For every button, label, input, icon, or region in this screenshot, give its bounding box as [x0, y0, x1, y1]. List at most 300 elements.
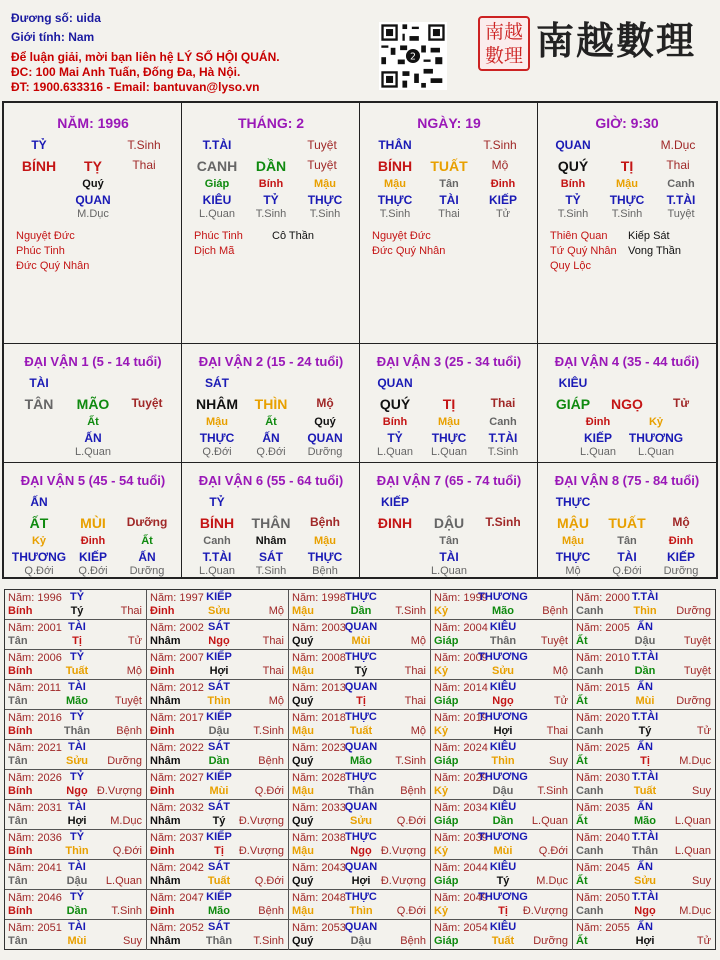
year-cell — [289, 710, 431, 740]
year-stem: Ất — [576, 635, 588, 647]
year-row — [5, 920, 715, 950]
hidden-god: TÀI — [439, 193, 459, 207]
year-stage: Thai — [262, 665, 284, 677]
year-stage: Q.Đới — [396, 905, 426, 917]
pillar-god: T.TÀI — [202, 138, 232, 152]
year-god: KIẾP — [206, 711, 232, 723]
year-stage: Dưỡng — [676, 605, 711, 617]
year-cell — [573, 710, 715, 740]
year-cell — [431, 710, 573, 740]
dai-van-title: ĐẠI VẬN 6 (55 - 64 tuổi) — [198, 473, 344, 488]
pillar-title: THÁNG: 2 — [237, 115, 305, 131]
year-branch: Tị — [214, 845, 224, 857]
year-branch: Tị — [356, 695, 366, 707]
year-cell — [5, 680, 147, 710]
earthly-branch: TỴ — [84, 158, 102, 174]
year-stage: Bệnh — [258, 905, 284, 917]
year-branch: Hợi — [351, 875, 371, 887]
year-stage: Dưỡng — [533, 935, 568, 947]
year-cell — [5, 920, 147, 950]
dai-van-branch: TỊ — [442, 396, 456, 412]
year-row — [5, 830, 715, 860]
year-god: ẤN — [637, 921, 653, 933]
year-stage: Suy — [123, 935, 142, 947]
dv-hidden-stem: Canh — [203, 535, 231, 547]
year-stem: Đinh — [150, 665, 175, 677]
dv-hidden-stage: T.Sinh — [255, 565, 287, 577]
heavenly-stem: QUÝ — [557, 158, 589, 174]
year-cell — [289, 740, 431, 770]
year-label: Năm: 2028 — [292, 772, 346, 784]
year-branch: Tuất — [65, 665, 89, 677]
star-1: Phúc Tinh — [194, 230, 243, 242]
year-branch: Mão — [208, 905, 230, 917]
dv-hidden-stage: Q.Đới — [78, 565, 108, 577]
year-cell — [289, 770, 431, 800]
dv-hidden-god: THỰC — [555, 550, 591, 564]
year-cell — [5, 590, 147, 620]
year-label: Năm: 2010 — [576, 652, 630, 664]
year-branch: Dậu — [350, 935, 372, 947]
phone-email-line: ĐT: 1900.633316 - Email: bantuvan@lyso.vn — [11, 80, 260, 94]
year-cell — [431, 800, 573, 830]
year-stage: L.Quan — [105, 875, 142, 887]
year-stage: Tử — [696, 725, 711, 737]
hidden-stem: Mậu — [314, 178, 336, 190]
year-cell — [147, 800, 289, 830]
dv-hidden-stage: L.Quan — [579, 446, 617, 458]
year-stage: Đ.Vượng — [380, 845, 426, 857]
year-god: THƯƠNG — [478, 711, 528, 723]
year-branch: Ngọ — [492, 695, 514, 707]
year-god: T.TÀI — [631, 711, 659, 723]
year-god: T.TÀI — [631, 591, 659, 603]
year-stem: Ất — [576, 695, 588, 707]
year-cell — [431, 620, 573, 650]
year-god: T.TÀI — [631, 651, 659, 663]
year-god: QUAN — [344, 861, 378, 873]
year-label: Năm: 2035 — [576, 802, 630, 814]
pillar-title: NĂM: 1996 — [57, 115, 129, 131]
year-god: QUAN — [344, 681, 378, 693]
year-cell — [573, 770, 715, 800]
year-label: Năm: 2016 — [8, 712, 62, 724]
dai-van-branch: THÌN — [254, 396, 288, 412]
hidden-stage: Tuyệt — [667, 208, 695, 220]
year-god: SÁT — [208, 681, 230, 693]
year-stage: Suy — [692, 785, 711, 797]
year-branch: Tị — [498, 905, 508, 917]
year-stem: Quý — [292, 755, 314, 767]
star-1: Thiên Quan — [550, 230, 608, 242]
hidden-god: THỰC — [609, 193, 645, 207]
year-god: KIẾP — [206, 771, 232, 783]
year-god: KIẾP — [206, 891, 232, 903]
year-label: Năm: 1999 — [434, 592, 488, 604]
year-stage: Dưỡng — [676, 695, 711, 707]
year-stage: Q.Đới — [112, 845, 142, 857]
year-branch: Thân — [489, 635, 517, 647]
hidden-stage: T.Sinh — [379, 208, 411, 220]
year-cell — [431, 590, 573, 620]
year-cell — [147, 620, 289, 650]
dv-hidden-stem: Ất — [87, 416, 99, 428]
dv-hidden-god: SÁT — [259, 550, 283, 564]
hidden-stage: Tử — [495, 208, 511, 220]
year-stage: T.Sinh — [537, 785, 568, 797]
hidden-stem: Quý — [82, 178, 104, 190]
year-stem: Tân — [8, 815, 28, 827]
dv-hidden-stage: L.Quan — [637, 446, 675, 458]
year-stage: T.Sinh — [253, 935, 284, 947]
dai-van-stem: NHÂM — [196, 396, 238, 412]
dv-hidden-god: THỰC — [431, 431, 467, 445]
dai-van-8 — [538, 463, 716, 579]
year-cell — [431, 860, 573, 890]
year-label: Năm: 2038 — [292, 832, 346, 844]
year-god: THỰC — [345, 591, 377, 603]
star-2: Phúc Tinh — [16, 245, 65, 257]
dv-hidden-stage: L.Quan — [376, 446, 414, 458]
heavenly-stem: CANH — [196, 158, 238, 174]
year-label: Năm: 2025 — [576, 742, 630, 754]
dai-van-stem: TÂN — [24, 396, 54, 412]
year-label: Năm: 2005 — [576, 622, 630, 634]
dai-van-god: TỶ — [209, 495, 225, 509]
dv-hidden-god: TÀI — [617, 550, 637, 564]
dai-van-4 — [538, 344, 716, 462]
year-label: Năm: 2019 — [434, 712, 488, 724]
year-stem: Đinh — [150, 905, 175, 917]
hidden-stage: Thai — [438, 208, 460, 220]
year-branch: Tuất — [633, 785, 657, 797]
year-stem: Canh — [576, 905, 604, 917]
year-branch: Dậu — [208, 725, 230, 737]
year-label: Năm: 2023 — [292, 742, 346, 754]
dai-van-title: ĐẠI VẬN 5 (45 - 54 tuổi) — [20, 473, 166, 488]
year-god: TỶ — [69, 591, 85, 603]
year-cell — [431, 920, 573, 950]
year-stem: Nhâm — [150, 935, 181, 947]
year-stem: Quý — [292, 695, 314, 707]
star2-2: Vong Thần — [628, 245, 682, 257]
hidden-god: TỶ — [263, 193, 279, 207]
year-god: TÀI — [68, 921, 86, 933]
year-cell — [573, 740, 715, 770]
dv-hidden-stem: Ất — [265, 416, 277, 428]
year-label: Năm: 2006 — [8, 652, 62, 664]
year-branch: Dần — [208, 755, 230, 767]
year-branch: Ngọ — [208, 635, 230, 647]
year-god: TÀI — [68, 621, 86, 633]
year-stage: Mộ — [410, 635, 426, 647]
year-stem: Ất — [576, 875, 588, 887]
dai-van-stem: ĐINH — [377, 515, 413, 531]
year-stem: Kỷ — [434, 665, 449, 677]
year-god: QUAN — [344, 801, 378, 813]
year-stage: Bệnh — [400, 935, 426, 947]
year-god: SÁT — [208, 921, 230, 933]
year-god: T.TÀI — [631, 891, 659, 903]
year-god: SÁT — [208, 621, 230, 633]
year-branch: Dần — [492, 815, 514, 827]
year-stem: Tân — [8, 935, 28, 947]
dai-van-stem: ẤT — [29, 515, 49, 531]
year-label: Năm: 1998 — [292, 592, 346, 604]
year-cell — [147, 710, 289, 740]
year-cell — [431, 830, 573, 860]
dai-van-god: TÀI — [29, 376, 49, 390]
dv-hidden-stage: Q.Đới — [612, 565, 642, 577]
year-branch: Dần — [350, 605, 372, 617]
dai-van-stage: Bệnh — [310, 515, 340, 529]
year-branch: Tý — [70, 605, 84, 617]
dai-van-stage: Dưỡng — [126, 515, 168, 529]
year-stage: Đ.Vượng — [522, 905, 568, 917]
year-stage: Mộ — [268, 605, 284, 617]
dv-hidden-god: T.TÀI — [488, 431, 518, 445]
year-label: Năm: 2017 — [150, 712, 204, 724]
hidden-god: THỰC — [307, 193, 343, 207]
year-god: ẤN — [637, 861, 653, 873]
dv-hidden-god: TÀI — [439, 550, 459, 564]
year-branch: Tị — [72, 635, 82, 647]
year-branch: Sửu — [349, 815, 373, 827]
hidden-god: T.TÀI — [666, 193, 696, 207]
year-label: Năm: 2048 — [292, 892, 346, 904]
year-label: Năm: 2014 — [434, 682, 488, 694]
dv-hidden-stage: L.Quan — [198, 565, 236, 577]
dai-van-stage: Tử — [672, 396, 690, 410]
year-stem: Canh — [576, 605, 604, 617]
year-cell — [5, 890, 147, 920]
year-stage: L.Quan — [674, 845, 711, 857]
dai-van-branch: DẬU — [433, 515, 465, 531]
year-cell — [431, 770, 573, 800]
year-label: Năm: 2043 — [292, 862, 346, 874]
year-god: SÁT — [208, 741, 230, 753]
year-branch: Tý — [354, 665, 368, 677]
dv-hidden-stem: Đinh — [80, 535, 106, 547]
year-stage: Thai — [546, 725, 568, 737]
hidden-stage: T.Sinh — [557, 208, 589, 220]
hidden-stem: Giáp — [204, 178, 230, 190]
dv-hidden-stage: Dưỡng — [307, 446, 343, 458]
dv-hidden-stage: Dưỡng — [663, 565, 699, 577]
year-label: Năm: 2051 — [8, 922, 62, 934]
year-label: Năm: 2002 — [150, 622, 204, 634]
pillar-god: QUAN — [555, 138, 591, 152]
year-stage: Q.Đới — [254, 875, 284, 887]
pillar-4 — [538, 103, 716, 343]
dv-hidden-stem: Bính — [382, 416, 408, 428]
year-stem: Đinh — [150, 725, 175, 737]
dv-hidden-stem: Đinh — [668, 535, 694, 547]
dai-van-branch: MÙI — [80, 515, 106, 531]
year-cell — [147, 860, 289, 890]
year-stem: Tân — [8, 755, 28, 767]
year-stage: Tử — [127, 635, 142, 647]
dai-van-branch: NGỌ — [611, 396, 643, 412]
year-stem: Kỷ — [434, 845, 449, 857]
year-stage: Dưỡng — [107, 755, 142, 767]
year-cell — [289, 620, 431, 650]
year-god: TÀI — [68, 681, 86, 693]
pillar-stage: Tuyệt — [307, 138, 337, 152]
year-branch: Mùi — [351, 635, 371, 647]
hidden-god: QUAN — [75, 193, 111, 207]
dai-van-2 — [182, 344, 360, 462]
year-cell — [5, 740, 147, 770]
hidden-stage: T.Sinh — [309, 208, 341, 220]
year-branch: Tuất — [491, 935, 515, 947]
year-god: THỰC — [345, 771, 377, 783]
year-label: Năm: 2029 — [434, 772, 488, 784]
year-branch: Thìn — [207, 695, 231, 707]
dai-van-stage: Thai — [490, 396, 516, 410]
year-stem: Kỷ — [434, 605, 449, 617]
year-label: Năm: 2034 — [434, 802, 488, 814]
year-branch: Thìn — [65, 845, 89, 857]
hidden-stem: Canh — [667, 178, 695, 190]
year-cell — [431, 650, 573, 680]
gender: Giới tính: Nam — [11, 30, 95, 44]
year-cell — [573, 860, 715, 890]
year-god: THƯƠNG — [478, 771, 528, 783]
year-stem: Ất — [576, 755, 588, 767]
year-god: T.TÀI — [631, 771, 659, 783]
year-stage: M.Dục — [110, 815, 142, 827]
year-branch: Hợi — [209, 665, 229, 677]
year-stage: T.Sinh — [395, 605, 426, 617]
year-stem: Bính — [8, 605, 33, 617]
year-label: Năm: 2036 — [8, 832, 62, 844]
year-stem: Quý — [292, 635, 314, 647]
logo-title: 南越數理 — [536, 18, 697, 63]
year-cell — [573, 650, 715, 680]
year-label: Năm: 2045 — [576, 862, 630, 874]
year-stem: Canh — [576, 665, 604, 677]
dai-van-6 — [182, 463, 360, 579]
year-cell — [289, 800, 431, 830]
year-god: QUAN — [344, 621, 378, 633]
dai-van-7 — [360, 463, 538, 579]
star2-1: Kiếp Sát — [628, 230, 670, 242]
year-stem: Giáp — [434, 815, 459, 827]
year-label: Năm: 2015 — [576, 682, 630, 694]
qr-code-icon — [379, 20, 447, 92]
pillar-1 — [4, 103, 182, 343]
dai-van-stage: Tuyệt — [131, 396, 163, 410]
dv-hidden-stem: Đinh — [585, 416, 611, 428]
year-stem: Giáp — [434, 635, 459, 647]
year-stem: Kỷ — [434, 725, 449, 737]
pillar-stage: M.Dục — [660, 138, 696, 152]
year-label: Năm: 2031 — [8, 802, 62, 814]
dv-hidden-god: THỰC — [199, 431, 235, 445]
pillar-title: NGÀY: 19 — [417, 115, 481, 131]
year-row — [5, 620, 715, 650]
year-stem: Bính — [8, 905, 33, 917]
year-stage: M.Dục — [536, 875, 568, 887]
year-cell — [431, 680, 573, 710]
year-label: Năm: 2027 — [150, 772, 204, 784]
year-branch: Mùi — [493, 845, 513, 857]
year-label: Năm: 2044 — [434, 862, 488, 874]
year-label: Năm: 2001 — [8, 622, 62, 634]
year-stem: Tân — [8, 695, 28, 707]
year-god: TỶ — [69, 711, 85, 723]
star-1: Nguyệt Đức — [372, 230, 431, 242]
year-god: SÁT — [208, 861, 230, 873]
year-branch: Sửu — [207, 605, 231, 617]
year-cell — [147, 740, 289, 770]
year-label: Năm: 2012 — [150, 682, 204, 694]
year-branch: Mão — [66, 695, 88, 707]
year-row — [5, 800, 715, 830]
dv-hidden-stem: Mậu — [438, 416, 460, 428]
year-stage: Suy — [692, 875, 711, 887]
dai-van-branch: TUẤT — [608, 515, 646, 531]
dai-van-title: ĐẠI VẬN 1 (5 - 14 tuổi) — [24, 354, 162, 369]
dv-hidden-god: THƯƠNG — [628, 431, 684, 445]
dai-van-stem: MẬU — [557, 515, 589, 531]
year-cell — [289, 680, 431, 710]
year-stem: Ất — [576, 935, 588, 947]
year-branch: Thìn — [349, 905, 373, 917]
year-stage: Thai — [262, 635, 284, 647]
star-2: Dịch Mã — [194, 245, 235, 257]
dai-van-god: THỰC — [555, 495, 591, 509]
year-label: Năm: 2011 — [8, 682, 61, 694]
earthly-branch: TUẤT — [430, 158, 468, 174]
year-cell — [573, 920, 715, 950]
owner-name: Đương số: uida — [11, 11, 101, 25]
year-stem: Canh — [576, 725, 604, 737]
year-branch: Ngọ — [66, 785, 88, 797]
year-stem: Tân — [8, 635, 28, 647]
dv-hidden-stem: Tân — [617, 535, 637, 547]
hidden-stage: L.Quan — [198, 208, 236, 220]
dv-hidden-stem: Tân — [439, 535, 459, 547]
year-cell — [573, 890, 715, 920]
pillar-stage: T.Sinh — [127, 138, 161, 152]
heavenly-stem: BÍNH — [21, 158, 57, 174]
dv-hidden-stage: L.Quan — [74, 446, 112, 458]
year-god: QUAN — [344, 921, 378, 933]
branch-stage: Thai — [132, 158, 156, 172]
dv-hidden-god: KIẾP — [583, 431, 613, 445]
header — [0, 0, 720, 100]
dv-hidden-stem: Kỷ — [648, 416, 664, 428]
star-3: Quy Lộc — [550, 260, 591, 272]
dai-van-god: SÁT — [205, 376, 229, 390]
year-label: Năm: 2053 — [292, 922, 346, 934]
hidden-god: THỰC — [377, 193, 413, 207]
year-label: Năm: 2009 — [434, 652, 488, 664]
year-god: ẤN — [637, 801, 653, 813]
year-branch: Ngọ — [350, 845, 372, 857]
year-stage: Mộ — [268, 695, 284, 707]
year-cell — [147, 680, 289, 710]
branch-stage: Tuyệt — [307, 158, 337, 172]
year-god: ẤN — [637, 681, 653, 693]
dai-van-stem: GIÁP — [555, 396, 591, 412]
year-cell — [5, 830, 147, 860]
year-god: KIẾP — [206, 651, 232, 663]
year-stem: Mậu — [292, 905, 314, 917]
star-1: Nguyệt Đức — [16, 230, 75, 242]
